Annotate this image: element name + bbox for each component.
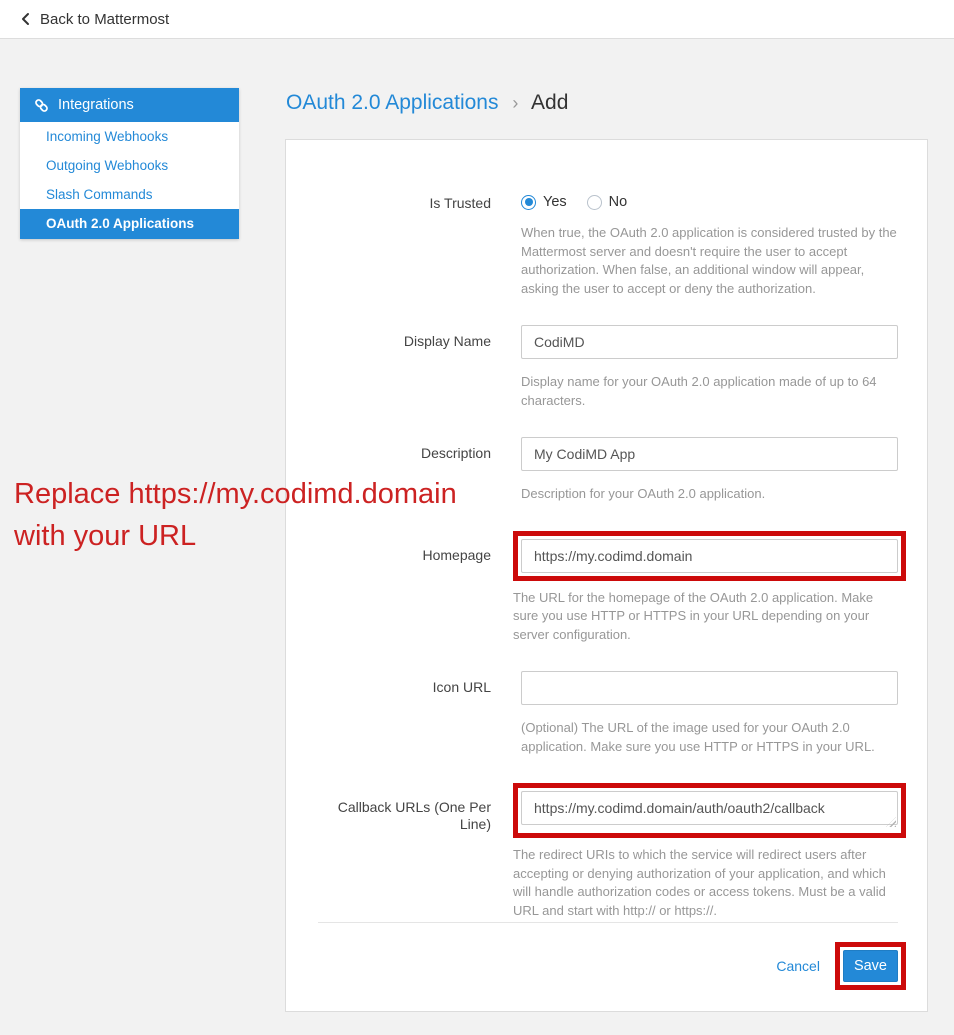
oauth-add-form-card	[285, 139, 928, 1012]
radio-checked-icon	[521, 195, 536, 210]
callback-urls-help-text: The redirect URIs to which the service will redirect users after accepting or denying authorization of your application, and which will handle authorization codes or access tokens. Must be a valid URL and start with http:// or https://.	[513, 847, 886, 918]
icon-url-label: Icon URL	[432, 679, 491, 695]
form-footer	[318, 922, 898, 990]
sidebar-header-label: Integrations	[58, 97, 134, 113]
is-trusted-help-text: When true, the OAuth 2.0 application is considered trusted by the Mattermost server and doesn't require the user to accept authorization. When false, an additional window will appear, asking the user to accept or deny the authorization.	[521, 225, 897, 296]
is-trusted-radio-group	[521, 187, 903, 210]
sidebar-item-slash-commands[interactable]: Slash Commands	[20, 180, 239, 209]
is-trusted-label: Is Trusted	[429, 195, 491, 211]
display-name-label: Display Name	[403, 333, 491, 349]
homepage-label: Homepage	[422, 546, 491, 563]
breadcrumb-separator-icon: ›	[512, 93, 519, 113]
icon-url-help-text: (Optional) The URL of the image used for your OAuth 2.0 application. Make sure you use HTTP or HTTPS in your URL.	[521, 720, 875, 754]
description-input[interactable]	[521, 437, 898, 471]
annotation-text-line2: with your URL	[14, 520, 197, 552]
sidebar-item-incoming-webhooks[interactable]: Incoming Webhooks	[20, 122, 239, 151]
sidebar-item-outgoing-webhooks[interactable]: Outgoing Webhooks	[20, 151, 239, 180]
save-button[interactable]: Save	[843, 950, 898, 982]
annotation-box-save	[835, 942, 906, 990]
breadcrumb-parent-link[interactable]: OAuth 2.0 Applications	[286, 91, 499, 114]
is-trusted-no-radio[interactable]: No	[587, 194, 628, 210]
back-chevron-icon	[20, 12, 31, 26]
annotation-text-line1: Replace https://my.codimd.domain	[14, 478, 457, 510]
display-name-row	[286, 325, 927, 410]
description-help-text: Description for your OAuth 2.0 application.	[521, 486, 766, 501]
callback-urls-row	[286, 783, 927, 920]
breadcrumb	[286, 91, 568, 115]
page-title: Add	[531, 91, 569, 114]
description-label: Description	[420, 445, 491, 461]
cancel-link[interactable]: Cancel	[776, 958, 820, 974]
homepage-help-text: The URL for the homepage of the OAuth 2.0 application. Make sure you use HTTP or HTTPS in your URL depending on your server configuration.	[513, 589, 874, 642]
homepage-input[interactable]	[521, 539, 898, 573]
link-icon	[34, 98, 49, 113]
annotation-box-homepage	[513, 531, 906, 581]
sidebar-header-integrations[interactable]	[20, 88, 239, 122]
sidebar	[20, 88, 239, 239]
display-name-help-text: Display name for your OAuth 2.0 application made of up to 64 characters.	[521, 374, 877, 408]
description-row	[286, 437, 927, 504]
back-to-mattermost-link[interactable]: Back to Mattermost	[40, 10, 170, 28]
is-trusted-yes-radio[interactable]: Yes	[521, 194, 567, 210]
icon-url-input[interactable]	[521, 671, 898, 705]
display-name-input[interactable]	[521, 325, 898, 359]
topbar	[0, 0, 954, 39]
icon-url-row	[286, 671, 927, 756]
homepage-row	[286, 531, 927, 645]
annotation-box-callback-urls	[513, 783, 906, 838]
callback-urls-label: Callback URLs (One Per Line)	[337, 799, 491, 832]
radio-unchecked-icon	[587, 195, 602, 210]
is-trusted-row	[286, 187, 927, 298]
sidebar-item-oauth-applications[interactable]: OAuth 2.0 Applications	[20, 209, 239, 239]
oauth-add-form	[286, 140, 927, 920]
callback-urls-textarea[interactable]	[521, 791, 898, 825]
